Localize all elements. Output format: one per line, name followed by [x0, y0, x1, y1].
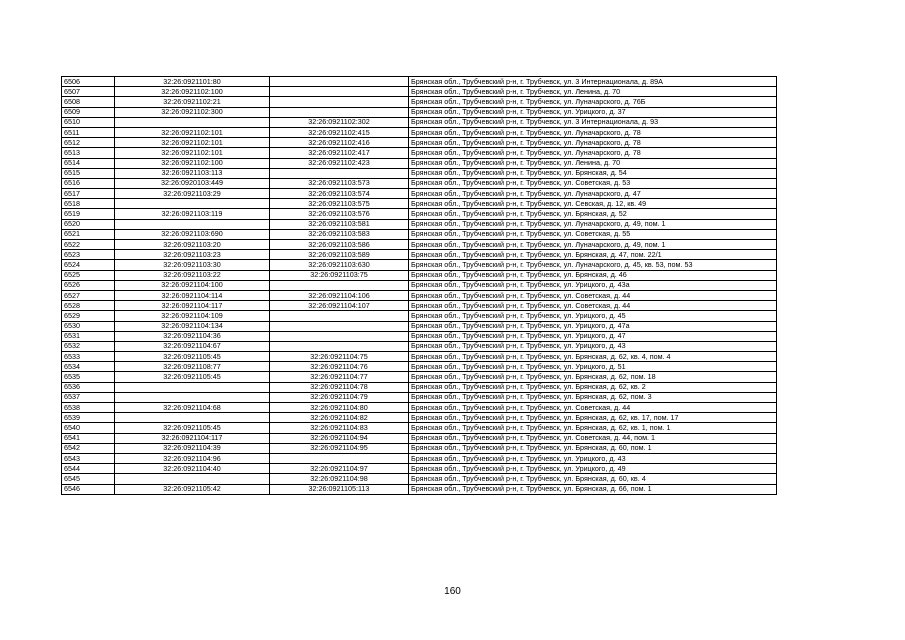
- table-row: [62, 199, 777, 209]
- land-cadastral-number-cell: 32:26:0921103:119: [115, 209, 270, 219]
- building-cadastral-number-cell: 32:26:0921103:575: [270, 199, 409, 209]
- table-row: [62, 127, 777, 137]
- building-cadastral-number-cell: [270, 280, 409, 290]
- land-cadastral-number-cell: [115, 413, 270, 423]
- address-cell: Брянская обл., Трубчевский р-н, г. Трубчевск, ул. Луначарского, д. 76Б: [409, 97, 777, 107]
- building-cadastral-number-cell: [270, 311, 409, 321]
- land-cadastral-number-cell: 32:26:0921103:113: [115, 168, 270, 178]
- land-cadastral-number-cell: 32:26:0921104:67: [115, 341, 270, 351]
- building-cadastral-number-cell: [270, 107, 409, 117]
- land-cadastral-number-cell: 32:26:0921104:96: [115, 453, 270, 463]
- table-row: [62, 484, 777, 494]
- land-cadastral-number-cell: 32:26:0921105:45: [115, 423, 270, 433]
- address-cell: Брянская обл., Трубчевский р-н, г. Трубчевск, ул. Урицкого, д. 47а: [409, 321, 777, 331]
- building-cadastral-number-cell: 32:26:0921104:82: [270, 413, 409, 423]
- table-row: [62, 362, 777, 372]
- address-cell: Брянская обл., Трубчевский р-н, г. Трубчевск, ул. Луначарского, д. 45, кв. 53, пом. 53: [409, 260, 777, 270]
- building-cadastral-number-cell: 32:26:0921104:77: [270, 372, 409, 382]
- land-cadastral-number-cell: 32:26:0921104:114: [115, 290, 270, 300]
- table-row: [62, 189, 777, 199]
- table-row: [62, 413, 777, 423]
- address-cell: Брянская обл., Трубчевский р-н, г. Трубчевск, ул. Луначарского, д. 78: [409, 127, 777, 137]
- table-row: [62, 382, 777, 392]
- registry-table-body: [62, 77, 777, 495]
- building-cadastral-number-cell: [270, 321, 409, 331]
- building-cadastral-number-cell: [270, 97, 409, 107]
- building-cadastral-number-cell: 32:26:0921104:80: [270, 403, 409, 413]
- row-number-cell: 6523: [62, 250, 115, 260]
- land-cadastral-number-cell: 32:26:0921104:40: [115, 464, 270, 474]
- table-row: [62, 403, 777, 413]
- address-cell: Брянская обл., Трубчевский р-н, г. Трубчевск, ул. Советская, д. 53: [409, 178, 777, 188]
- table-row: [62, 453, 777, 463]
- table-row: [62, 97, 777, 107]
- land-cadastral-number-cell: 32:26:0921105:45: [115, 352, 270, 362]
- table-row: [62, 158, 777, 168]
- row-number-cell: 6532: [62, 341, 115, 351]
- row-number-cell: 6530: [62, 321, 115, 331]
- row-number-cell: 6529: [62, 311, 115, 321]
- address-cell: Брянская обл., Трубчевский р-н, г. Трубчевск, ул. Брянская, д. 62, кв. 17, пом. 17: [409, 413, 777, 423]
- address-cell: Брянская обл., Трубчевский р-н, г. Трубчевск, ул. Ленина, д. 70: [409, 87, 777, 97]
- row-number-cell: 6524: [62, 260, 115, 270]
- row-number-cell: 6527: [62, 290, 115, 300]
- row-number-cell: 6506: [62, 77, 115, 87]
- table-row: [62, 474, 777, 484]
- address-cell: Брянская обл., Трубчевский р-н, г. Трубчевск, ул. Брянская, д. 54: [409, 168, 777, 178]
- building-cadastral-number-cell: 32:26:0921103:630: [270, 260, 409, 270]
- row-number-cell: 6509: [62, 107, 115, 117]
- table-row: [62, 240, 777, 250]
- row-number-cell: 6531: [62, 331, 115, 341]
- land-cadastral-number-cell: 32:26:0921102:100: [115, 158, 270, 168]
- building-cadastral-number-cell: 32:26:0921102:417: [270, 148, 409, 158]
- building-cadastral-number-cell: 32:26:0921103:574: [270, 189, 409, 199]
- row-number-cell: 6516: [62, 178, 115, 188]
- building-cadastral-number-cell: 32:26:0921102:415: [270, 127, 409, 137]
- row-number-cell: 6520: [62, 219, 115, 229]
- land-cadastral-number-cell: 32:26:0921102:101: [115, 138, 270, 148]
- land-cadastral-number-cell: [115, 474, 270, 484]
- land-cadastral-number-cell: 32:26:0921104:117: [115, 433, 270, 443]
- table-row: [62, 443, 777, 453]
- building-cadastral-number-cell: 32:26:0921103:583: [270, 229, 409, 239]
- address-cell: Брянская обл., Трубчевский р-н, г. Трубчевск, ул. Ленина, д. 70: [409, 158, 777, 168]
- address-cell: Брянская обл., Трубчевский р-н, г. Трубчевск, ул. Луначарского, д. 49, пом. 1: [409, 240, 777, 250]
- row-number-cell: 6507: [62, 87, 115, 97]
- building-cadastral-number-cell: 32:26:0921102:416: [270, 138, 409, 148]
- row-number-cell: 6515: [62, 168, 115, 178]
- land-cadastral-number-cell: 32:26:0921103:29: [115, 189, 270, 199]
- row-number-cell: 6508: [62, 97, 115, 107]
- table-row: [62, 250, 777, 260]
- address-cell: Брянская обл., Трубчевский р-н, г. Трубчевск, ул. Брянская, д. 46: [409, 270, 777, 280]
- table-row: [62, 372, 777, 382]
- row-number-cell: 6537: [62, 392, 115, 402]
- row-number-cell: 6521: [62, 229, 115, 239]
- table-row: [62, 301, 777, 311]
- land-cadastral-number-cell: 32:26:0921102:100: [115, 87, 270, 97]
- table-row: [62, 341, 777, 351]
- building-cadastral-number-cell: 32:26:0921104:97: [270, 464, 409, 474]
- address-cell: Брянская обл., Трубчевский р-н, г. Трубчевск, ул. Советская, д. 55: [409, 229, 777, 239]
- row-number-cell: 6525: [62, 270, 115, 280]
- row-number-cell: 6526: [62, 280, 115, 290]
- building-cadastral-number-cell: 32:26:0921103:586: [270, 240, 409, 250]
- address-cell: Брянская обл., Трубчевский р-н, г. Трубчевск, ул. Урицкого, д. 43: [409, 341, 777, 351]
- address-cell: Брянская обл., Трубчевский р-н, г. Трубчевск, ул. Брянская, д. 47, пом. 22/1: [409, 250, 777, 260]
- row-number-cell: 6528: [62, 301, 115, 311]
- land-cadastral-number-cell: 32:26:0921104:39: [115, 443, 270, 453]
- building-cadastral-number-cell: 32:26:0921104:94: [270, 433, 409, 443]
- row-number-cell: 6535: [62, 372, 115, 382]
- land-cadastral-number-cell: 32:26:0921105:45: [115, 372, 270, 382]
- row-number-cell: 6519: [62, 209, 115, 219]
- land-cadastral-number-cell: 32:26:0921102:101: [115, 148, 270, 158]
- table-row: [62, 331, 777, 341]
- building-cadastral-number-cell: 32:26:0921104:107: [270, 301, 409, 311]
- land-cadastral-number-cell: [115, 382, 270, 392]
- row-number-cell: 6513: [62, 148, 115, 158]
- land-cadastral-number-cell: 32:26:0920103:449: [115, 178, 270, 188]
- building-cadastral-number-cell: [270, 331, 409, 341]
- table-row: [62, 209, 777, 219]
- table-row: [62, 464, 777, 474]
- address-cell: Брянская обл., Трубчевский р-н, г. Трубчевск, ул. Брянская, д. 66, пом. 1: [409, 484, 777, 494]
- row-number-cell: 6538: [62, 403, 115, 413]
- address-cell: Брянская обл., Трубчевский р-н, г. Трубчевск, ул. Брянская, д. 62, кв. 4, пом. 4: [409, 352, 777, 362]
- table-row: [62, 311, 777, 321]
- land-cadastral-number-cell: 32:26:0921103:20: [115, 240, 270, 250]
- row-number-cell: 6541: [62, 433, 115, 443]
- building-cadastral-number-cell: 32:26:0921104:76: [270, 362, 409, 372]
- land-cadastral-number-cell: 32:26:0921102:21: [115, 97, 270, 107]
- building-cadastral-number-cell: 32:26:0921104:95: [270, 443, 409, 453]
- address-cell: Брянская обл., Трубчевский р-н, г. Трубчевск, ул. Брянская, д. 62, пом. 3: [409, 392, 777, 402]
- building-cadastral-number-cell: 32:26:0921104:83: [270, 423, 409, 433]
- row-number-cell: 6517: [62, 189, 115, 199]
- land-cadastral-number-cell: 32:26:0921104:117: [115, 301, 270, 311]
- land-cadastral-number-cell: 32:26:0921102:101: [115, 127, 270, 137]
- row-number-cell: 6536: [62, 382, 115, 392]
- address-cell: Брянская обл., Трубчевский р-н, г. Трубчевск, ул. Урицкого, д. 43: [409, 453, 777, 463]
- address-cell: Брянская обл., Трубчевский р-н, г. Трубчевск, ул. Урицкого, д. 43а: [409, 280, 777, 290]
- building-cadastral-number-cell: 32:26:0921104:79: [270, 392, 409, 402]
- address-cell: Брянская обл., Трубчевский р-н, г. Трубчевск, ул. Брянская, д. 60, кв. 4: [409, 474, 777, 484]
- land-cadastral-number-cell: 32:26:0921104:36: [115, 331, 270, 341]
- land-cadastral-number-cell: 32:26:0921104:68: [115, 403, 270, 413]
- row-number-cell: 6544: [62, 464, 115, 474]
- table-row: [62, 423, 777, 433]
- building-cadastral-number-cell: 32:26:0921103:573: [270, 178, 409, 188]
- row-number-cell: 6522: [62, 240, 115, 250]
- row-number-cell: 6542: [62, 443, 115, 453]
- address-cell: Брянская обл., Трубчевский р-н, г. Трубчевск, ул. Урицкого, д. 49: [409, 464, 777, 474]
- table-row: [62, 229, 777, 239]
- row-number-cell: 6518: [62, 199, 115, 209]
- row-number-cell: 6545: [62, 474, 115, 484]
- address-cell: Брянская обл., Трубчевский р-н, г. Трубчевск, ул. Урицкого, д. 51: [409, 362, 777, 372]
- table-row: [62, 280, 777, 290]
- table-row: [62, 219, 777, 229]
- land-cadastral-number-cell: 32:26:0921104:100: [115, 280, 270, 290]
- building-cadastral-number-cell: [270, 168, 409, 178]
- address-cell: Брянская обл., Трубчевский р-н, г. Трубчевск, ул. Луначарского, д. 78: [409, 138, 777, 148]
- table-row: [62, 352, 777, 362]
- table-row: [62, 433, 777, 443]
- row-number-cell: 6510: [62, 117, 115, 127]
- row-number-cell: 6533: [62, 352, 115, 362]
- address-cell: Брянская обл., Трубчевский р-н, г. Трубчевск, ул. Луначарского, д. 47: [409, 189, 777, 199]
- building-cadastral-number-cell: 32:26:0921105:113: [270, 484, 409, 494]
- table-row: [62, 117, 777, 127]
- table-row: [62, 321, 777, 331]
- address-cell: Брянская обл., Трубчевский р-н, г. Трубчевск, ул. Брянская, д. 62, кв. 1, пом. 1: [409, 423, 777, 433]
- table-row: [62, 77, 777, 87]
- building-cadastral-number-cell: 32:26:0921103:589: [270, 250, 409, 260]
- address-cell: Брянская обл., Трубчевский р-н, г. Трубчевск, ул. Брянская, д. 62, кв. 2: [409, 382, 777, 392]
- address-cell: Брянская обл., Трубчевский р-н, г. Трубчевск, ул. Советская, д. 44: [409, 403, 777, 413]
- land-cadastral-number-cell: 32:26:0921103:30: [115, 260, 270, 270]
- building-cadastral-number-cell: 32:26:0921104:75: [270, 352, 409, 362]
- registry-table: [61, 76, 777, 495]
- address-cell: Брянская обл., Трубчевский р-н, г. Трубчевск, ул. 3 Интернационала, д. 89А: [409, 77, 777, 87]
- address-cell: Брянская обл., Трубчевский р-н, г. Трубчевск, ул. Урицкого, д. 47: [409, 331, 777, 341]
- table-row: [62, 290, 777, 300]
- address-cell: Брянская обл., Трубчевский р-н, г. Трубчевск, ул. Луначарского, д. 78: [409, 148, 777, 158]
- row-number-cell: 6534: [62, 362, 115, 372]
- building-cadastral-number-cell: 32:26:0921104:78: [270, 382, 409, 392]
- address-cell: Брянская обл., Трубчевский р-н, г. Трубчевск, ул. Советская, д. 44: [409, 290, 777, 300]
- land-cadastral-number-cell: 32:26:0921102:300: [115, 107, 270, 117]
- land-cadastral-number-cell: 32:26:0921104:134: [115, 321, 270, 331]
- building-cadastral-number-cell: 32:26:0921102:302: [270, 117, 409, 127]
- row-number-cell: 6546: [62, 484, 115, 494]
- land-cadastral-number-cell: [115, 199, 270, 209]
- land-cadastral-number-cell: 32:26:0921105:42: [115, 484, 270, 494]
- address-cell: Брянская обл., Трубчевский р-н, г. Трубчевск, ул. Луначарского, д. 49, пом. 1: [409, 219, 777, 229]
- row-number-cell: 6539: [62, 413, 115, 423]
- land-cadastral-number-cell: [115, 392, 270, 402]
- table-row: [62, 87, 777, 97]
- land-cadastral-number-cell: 32:26:0921103:22: [115, 270, 270, 280]
- land-cadastral-number-cell: 32:26:0921104:109: [115, 311, 270, 321]
- address-cell: Брянская обл., Трубчевский р-н, г. Трубчевск, ул. Урицкого, д. 45: [409, 311, 777, 321]
- row-number-cell: 6514: [62, 158, 115, 168]
- table-row: [62, 107, 777, 117]
- row-number-cell: 6543: [62, 453, 115, 463]
- building-cadastral-number-cell: [270, 341, 409, 351]
- address-cell: Брянская обл., Трубчевский р-н, г. Трубчевск, ул. Брянская, д. 60, пом. 1: [409, 443, 777, 453]
- land-cadastral-number-cell: [115, 117, 270, 127]
- row-number-cell: 6512: [62, 138, 115, 148]
- building-cadastral-number-cell: [270, 453, 409, 463]
- address-cell: Брянская обл., Трубчевский р-н, г. Трубчевск, ул. Советская, д. 44, пом. 1: [409, 433, 777, 443]
- building-cadastral-number-cell: 32:26:0921102:423: [270, 158, 409, 168]
- table-row: [62, 138, 777, 148]
- address-cell: Брянская обл., Трубчевский р-н, г. Трубчевск, ул. 3 Интернационала, д. 93: [409, 117, 777, 127]
- table-row: [62, 270, 777, 280]
- table-row: [62, 148, 777, 158]
- building-cadastral-number-cell: 32:26:0921103:576: [270, 209, 409, 219]
- address-cell: Брянская обл., Трубчевский р-н, г. Трубчевск, ул. Брянская, д. 62, пом. 18: [409, 372, 777, 382]
- building-cadastral-number-cell: 32:26:0921104:98: [270, 474, 409, 484]
- address-cell: Брянская обл., Трубчевский р-н, г. Трубчевск, ул. Севская, д. 12, кв. 49: [409, 199, 777, 209]
- page-number: 160: [444, 586, 461, 597]
- row-number-cell: 6511: [62, 127, 115, 137]
- table-row: [62, 260, 777, 270]
- address-cell: Брянская обл., Трубчевский р-н, г. Трубчевск, ул. Урицкого, д. 37: [409, 107, 777, 117]
- table-row: [62, 392, 777, 402]
- land-cadastral-number-cell: 32:26:0921101:80: [115, 77, 270, 87]
- land-cadastral-number-cell: [115, 219, 270, 229]
- land-cadastral-number-cell: 32:26:0921108:77: [115, 362, 270, 372]
- table-row: [62, 168, 777, 178]
- address-cell: Брянская обл., Трубчевский р-н, г. Трубчевск, ул. Брянская, д. 52: [409, 209, 777, 219]
- building-cadastral-number-cell: 32:26:0921103:581: [270, 219, 409, 229]
- address-cell: Брянская обл., Трубчевский р-н, г. Трубчевск, ул. Советская, д. 44: [409, 301, 777, 311]
- building-cadastral-number-cell: [270, 87, 409, 97]
- table-row: [62, 178, 777, 188]
- building-cadastral-number-cell: [270, 77, 409, 87]
- building-cadastral-number-cell: 32:26:0921103:75: [270, 270, 409, 280]
- land-cadastral-number-cell: 32:26:0921103:23: [115, 250, 270, 260]
- land-cadastral-number-cell: 32:26:0921103:690: [115, 229, 270, 239]
- building-cadastral-number-cell: 32:26:0921104:106: [270, 290, 409, 300]
- row-number-cell: 6540: [62, 423, 115, 433]
